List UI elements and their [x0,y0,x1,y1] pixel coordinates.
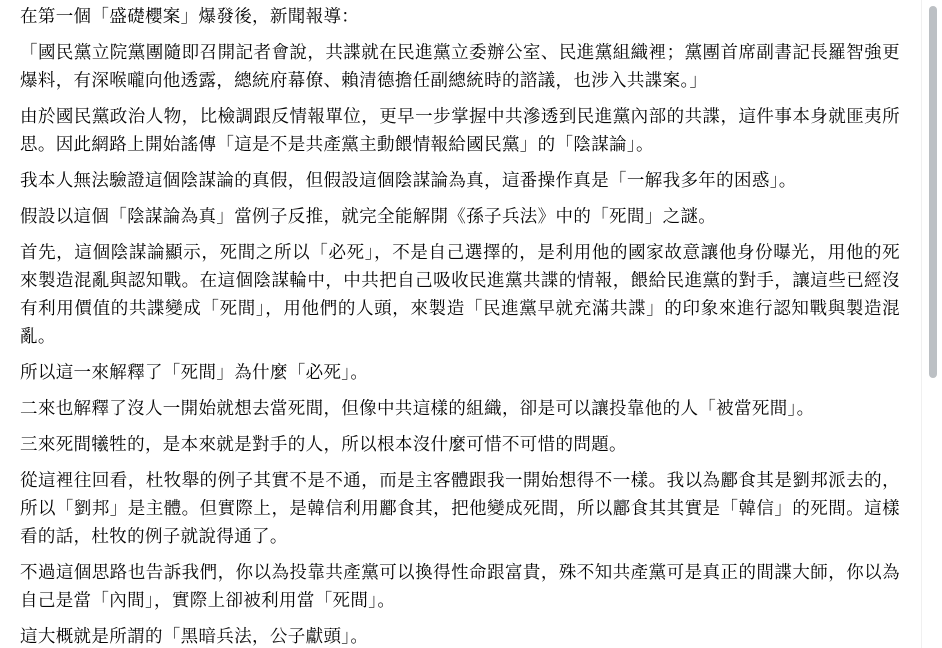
post-paragraph: 從這裡往回看，杜牧舉的例子其實不是不通，而是主客體跟我一開始想得不一樣。我以為酈食其是劉邦派去的，所以「劉邦」是主體。但實際上，是韓信利用酈食其，把他變成死間，所以酈食其其實是「韓信」的死間。這樣看的話，杜牧的例子就說得通了。 [20,471,900,547]
post-paragraph: 不過這個思路也告訴我們，你以為投靠共產黨可以換得性命跟富貴，殊不知共產黨可是真正的間諜大師，你以為自己是當「內間」，實際上卻被利用當「死間」。 [20,563,900,611]
post-paragraph: 所以這一來解釋了「死間」為什麼「必死」。 [20,363,369,383]
post-paragraph: 假設以這個「陰謀論為真」當例子反推，就完全能解開《孫子兵法》中的「死間」之謎。 [20,207,717,227]
post-paragraph: 首先，這個陰謀論顯示，死間之所以「必死」，不是自己選擇的，是利用他的國家故意讓他身份曝光，用他的死來製造混亂與認知戰。在這個陰謀輪中，中共把自己吸收民進黨共諜的情報，餵給民進黨的對手，讓這些已經沒有利用價值的共諜變成「死間」，用他們的人頭，來製造「民進黨早就充滿共諜」的印象來進行認知戰與製造混亂。 [20,243,900,347]
post-paragraph: 「國民黨立院黨團隨即召開記者會說，共諜就在民進黨立委辦公室、民進黨組織裡；黨團首席副書記長羅智強更爆料，有深喉嚨向他透露，總統府幕僚、賴清德擔任副總統時的諮議，也涉入共諜案。」 [20,43,900,91]
post-paragraph: 在第一個「盛礎櫻案」爆發後，新聞報導： [20,7,360,27]
vertical-scrollbar[interactable] [921,0,942,648]
post-paragraph: 我本人無法驗證這個陰謀論的真假，但假設這個陰謀論為真，這番操作真是「一解我多年的困惑」。 [20,171,797,191]
post-paragraph: 三來死間犧牲的，是本來就是對手的人，所以根本沒什麼可惜不可惜的問題。 [20,435,627,455]
post-paragraph: 由於國民黨政治人物，比檢調跟反情報單位，更早一步掌握中共滲透到民進黨內部的共諜，這件事本身就匪夷所思。因此網路上開始謠傳「這是不是共產黨主動餵情報給國民黨」的「陰謀論」。 [20,107,900,155]
post-paragraph: 二來也解釋了沒人一開始就想去當死間，但像中共這樣的組織，卻是可以讓投靠他的人「被當死間」。 [20,399,815,419]
scrollbar-thumb[interactable] [929,6,937,378]
post-paragraph: 這大概就是所謂的「黑暗兵法，公子獻頭」。 [20,627,369,647]
